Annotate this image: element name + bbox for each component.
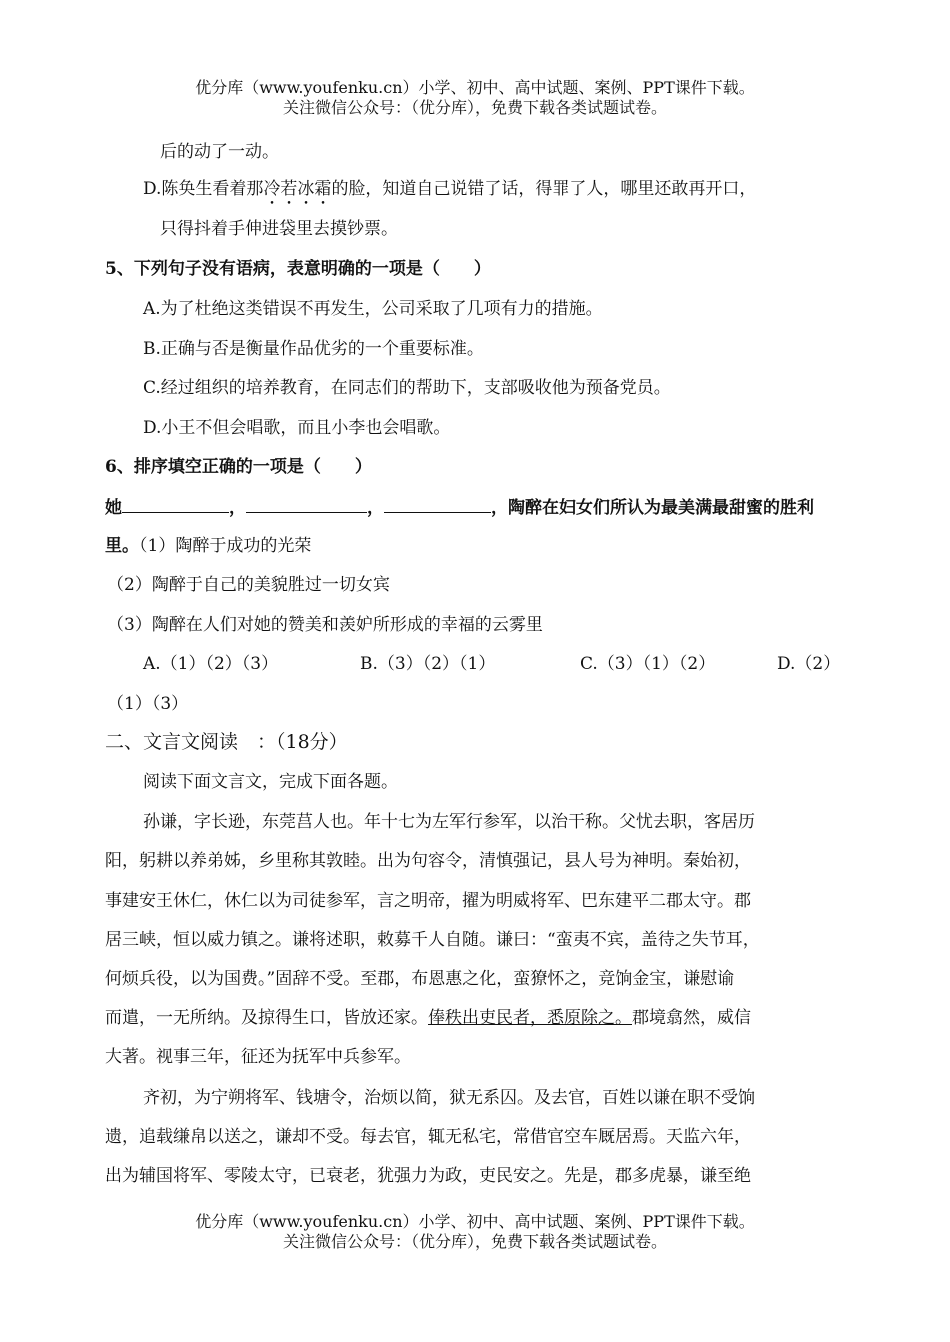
q6-blank-1: [122, 496, 229, 513]
q4-option-c-continuation: 后的动了一动。: [160, 142, 279, 162]
passage-p1-line-6-start: 而遣，一无所纳。及掠得生口，皆放还家。: [105, 1008, 428, 1028]
q6-stem: 6、排序填空正确的一项是（ ）: [105, 457, 372, 477]
passage-p2-line-1: 齐初，为宁朔将军、钱塘令，治烦以简，狱无系囚。及去官，百姓以谦在职不受饷: [143, 1088, 755, 1108]
passage-p1-line-7: 大著。视事三年，征还为抚军中兵参军。: [105, 1047, 411, 1067]
header-line-1: 优分库（www.youfenku.cn）小学、初中、高中试题、案例、PPT课件下载。: [195, 78, 755, 97]
passage-p1-line-3: 事建安王休仁，休仁以为司徒参军，言之明帝，擢为明威将军、巴东建平二郡太守。郡: [105, 891, 751, 911]
passage-p2-line-2: 遗，追载缣帛以送之，谦却不受。每去官，辄无私宅，常借官空车厩居焉。天监六年，: [105, 1127, 751, 1147]
q6-sentence-cont: 里。: [105, 536, 139, 556]
header-line-2: 关注微信公众号：（优分库），免费下载各类试题试卷。: [282, 98, 667, 117]
q5-option-a: A.为了杜绝这类错误不再发生，公司采取了几项有力的措施。: [143, 299, 603, 319]
passage-underlined-sentence: 俸秩出吏民者，悉原除之。: [428, 1008, 632, 1028]
q4-option-d: [143, 178, 756, 209]
footer-line-1: 优分库（www.youfenku.cn）小学、初中、高中试题、案例、PPT课件下载。: [195, 1212, 755, 1231]
section-2-title: 二、文言文阅读 ：（18分）: [105, 731, 348, 753]
q6-item-2: （2）陶醉于自己的美貌胜过一切女宾: [107, 575, 390, 595]
passage-p1-line-1: 孙谦，字长逊，东莞莒人也。年十七为左军行参军，以治干称。父忧去职，客居历: [143, 812, 755, 832]
q4-option-d-suffix: 的脸，知道自己说错了话，得罪了人，哪里还敢再开口，: [331, 179, 757, 199]
q6-fill-sentence: [105, 496, 814, 519]
footer-line-2: 关注微信公众号：（优分库），免费下载各类试题试卷。: [282, 1232, 667, 1251]
q6-option-b: B.（3）（2）（1）: [360, 654, 496, 674]
q6-option-c: C.（3）（1）（2）: [580, 654, 716, 674]
q6-option-d-continuation: （1）（3）: [107, 694, 189, 714]
q5-option-b: B.正确与否是衡量作品优劣的一个重要标准。: [143, 339, 484, 359]
q6-option-d: D.（2）: [777, 654, 841, 674]
q6-comma-1: ，: [229, 498, 246, 518]
q5-stem: 5、下列句子没有语病，表意明确的一项是（ ）: [105, 259, 491, 279]
q6-blank-3: [384, 496, 491, 513]
q6-sentence-start: 她: [105, 498, 122, 518]
q6-item-3: （3）陶醉在人们对她的赞美和羡妒所形成的幸福的云雾里: [107, 615, 543, 635]
q5-option-c: C.经过组织的培养教育，在同志们的帮助下，支部吸收他为预备党员。: [143, 378, 671, 398]
q6-blank-2: [246, 496, 367, 513]
q4-option-d-continuation: 只得抖着手伸进袋里去摸钞票。: [160, 219, 398, 239]
q6-comma-2: ，: [367, 498, 384, 518]
q5-option-d: D.小王不但会唱歌，而且小李也会唱歌。: [143, 418, 451, 438]
passage-p1-line-6-end: 郡境翕然，威信: [632, 1008, 751, 1028]
passage-p1-line-2: 阳，躬耕以养弟姊，乡里称其敦睦。出为句容令，清慎强记，县人号为神明。秦始初，: [105, 851, 751, 871]
page-header-top: [0, 78, 950, 118]
q4-option-d-emphasized: 冷若冰霜: [263, 179, 332, 199]
q6-sentence-continuation: [105, 535, 311, 557]
section-2-intro: 阅读下面文言文，完成下面各题。: [143, 772, 398, 792]
q6-item-1: （1）陶醉于成功的光荣: [139, 536, 312, 556]
passage-p1-line-4: 居三峡，恒以威力镇之。谦将述职，敕募千人自随。谦曰：“蛮夷不宾，盖待之失节耳，: [105, 930, 760, 950]
q6-option-a: A.（1）（2）（3）: [143, 654, 279, 674]
page-footer: [0, 1212, 950, 1252]
q6-sentence-end: ，陶醉在妇女们所认为最美满最甜蜜的胜利: [491, 498, 814, 518]
passage-p1-line-5: 何烦兵役，以为国费。”固辞不受。至郡，布恩惠之化，蛮獠怀之，竞饷金宝，谦慰谕: [105, 969, 735, 989]
passage-p1-line-6: [105, 1007, 751, 1029]
q4-option-d-prefix: D.陈奂生看着那: [143, 179, 264, 199]
passage-p2-line-3: 出为辅国将军、零陵太守，已衰老，犹强力为政，吏民安之。先是，郡多虎暴，谦至绝: [105, 1166, 751, 1186]
